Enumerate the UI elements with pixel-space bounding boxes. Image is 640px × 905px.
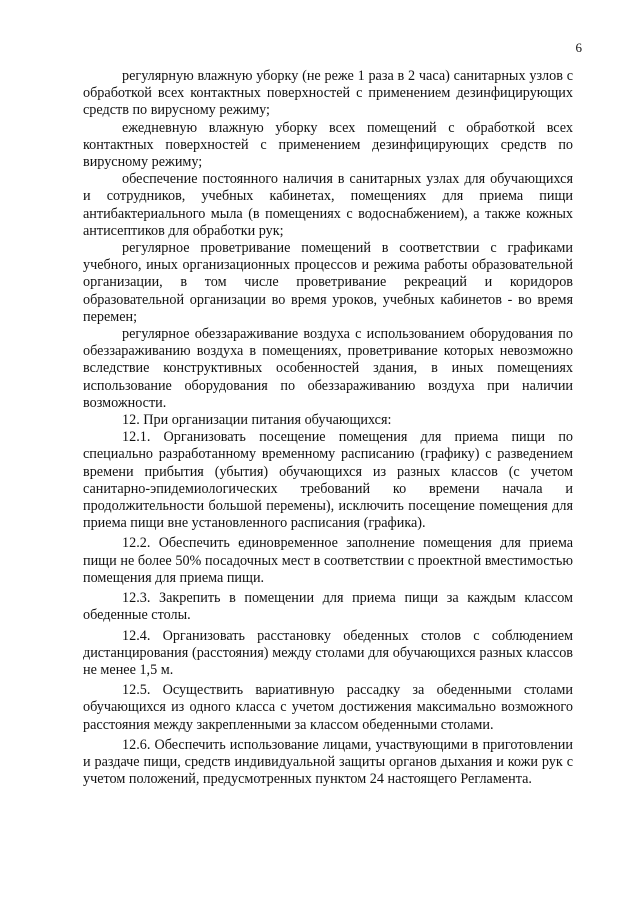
clause-12-3: 12.3. Закрепить в помещении для приема пищи за каждым классом обеденные столы. <box>83 590 573 624</box>
paragraph-cleaning-sanitary: регулярную влажную уборку (не реже 1 раза в 2 часа) санитарных узлов с обработкой всех контактных поверхностей с применением дезинфицирующих средств по вирусному режиму; <box>83 68 573 119</box>
paragraph-air-disinfection: регулярное обеззараживание воздуха с использованием оборудования по обеззараживанию воздуха в помещениях, проветривание которых невозможно вследствие конструктивных особенностей здания, в иных помещениях использование оборудования по обеззараживанию воздуха при наличии возможности. <box>83 326 573 411</box>
clause-12-6: 12.6. Обеспечить использование лицами, участвующими в приготовлении и раздаче пищи, средств индивидуальной защиты органов дыхания и кожи рук с учетом положений, предусмотренных пунктом 24 настоящего Регламента. <box>83 736 573 788</box>
clause-12-1: 12.1. Организовать посещение помещения для приема пищи по специально разработанному временному расписанию (графику) с разведением времени прибытия (убытия) обучающихся из разных классов (с учетом санитарно-эпидемиологических требований ко времени начала и продолжительности большой перемены), исключить посещение помещения для приема пищи вне установленного расписания (графика). <box>83 429 573 532</box>
page-number: 6 <box>575 40 582 55</box>
clause-12-4: 12.4. Организовать расстановку обеденных столов с соблюдением дистанцирования (расстояния) между столами для обучающихся разных классов не менее 1,5 м. <box>83 627 573 678</box>
clause-12-2: 12.2. Обеспечить единовременное заполнение помещения для приема пищи не более 50% посадочных мест в соответствии с проектной вместимостью помещения для приема пищи. <box>83 535 573 586</box>
paragraph-cleaning-daily: ежедневную влажную уборку всех помещений с обработкой всех контактных поверхностей с применением дезинфицирующих средств по вирусному режиму; <box>83 119 573 171</box>
clause-12-5: 12.5. Осуществить вариативную рассадку за обеденными столами обучающихся из одного класса с учетом достижения максимально возможного расстояния между закрепленными за классом обеденными столами. <box>83 682 573 733</box>
paragraph-ventilation: регулярное проветривание помещений в соответствии с графиками учебного, иных организационных процессов и режима работы образовательной организации, в том числе проветривание рекреаций и коридоров образовательной организации во время уроков, учебных кабинетов - во время перемен; <box>83 240 573 325</box>
document-body <box>83 68 573 788</box>
section-heading-12: 12. При организации питания обучающихся: <box>122 412 392 429</box>
paragraph-soap-antiseptics: обеспечение постоянного наличия в санитарных узлах для обучающихся и сотрудников, учебных кабинетах, помещениях для приема пищи антибактериального мыла (в помещениях с водоснабжением), а также кожных антисептиков для обработки рук; <box>83 171 573 239</box>
